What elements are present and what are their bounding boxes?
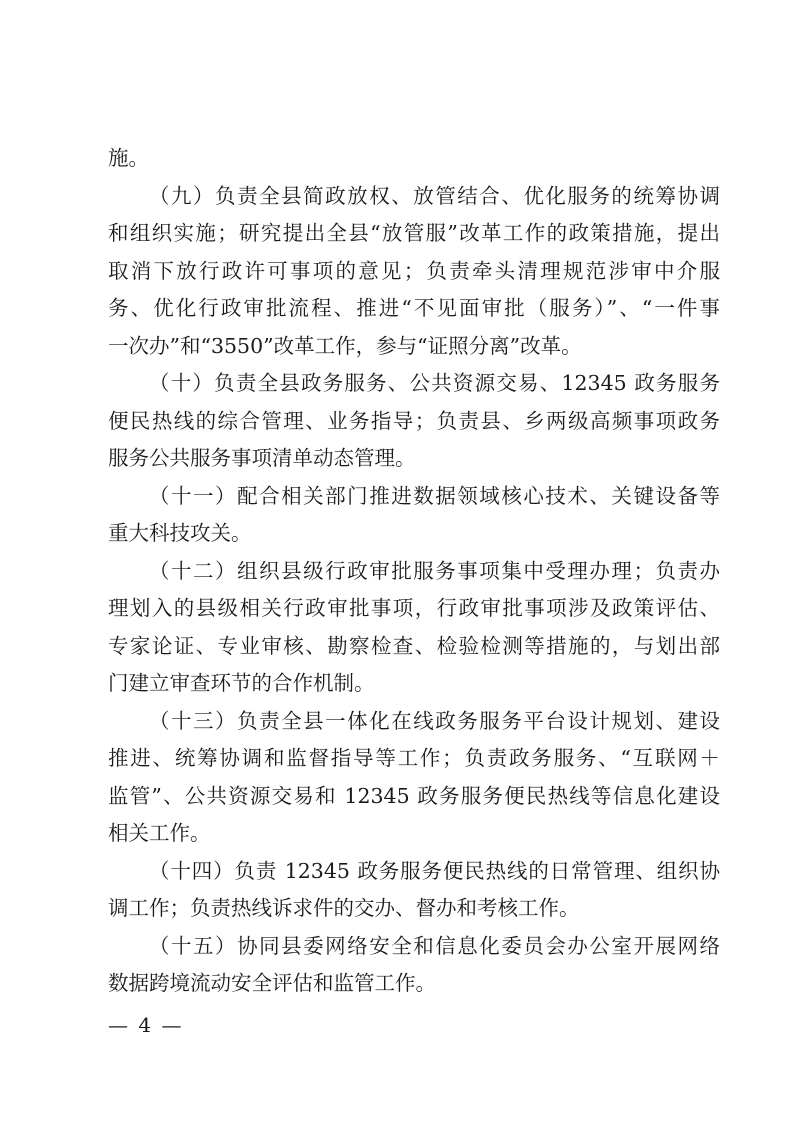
body-text xyxy=(108,140,720,1003)
text-line: 便民热线的综合管理、业务指导；负责县、乡两级高频事项政务 xyxy=(108,408,720,433)
text-line: 施。 xyxy=(108,146,149,170)
text-line: （十一）配合相关部门推进数据领域核心技术、关键设备等 xyxy=(149,483,720,508)
text-line: （十五）协同县委网络安全和信息化委员会办公室开展网络 xyxy=(149,933,720,958)
text-line: （十三）负责全县一体化在线政务服务平台设计规划、建设 xyxy=(149,708,720,733)
text-line: 监管”、公共资源交易和 12345 政务服务便民热线等信息化建设 xyxy=(108,783,720,808)
text-line: 取消下放行政许可事项的意见；负责牵头清理规范涉审中介服 xyxy=(108,258,720,283)
text-line: 一次办”和“3550”改革工作，参与“证照分离”改革。 xyxy=(108,333,582,358)
text-line: （十四）负责 12345 政务服务便民热线的日常管理、组织协 xyxy=(149,858,720,883)
text-line: 和组织实施；研究提出全县“放管服”改革工作的政策措施，提出 xyxy=(108,221,720,245)
text-line: 理划入的县级相关行政审批事项，行政审批事项涉及政策评估、 xyxy=(108,596,720,620)
text-line: 重大科技攻关。 xyxy=(108,521,252,545)
page-number: — 4 — xyxy=(108,1013,184,1037)
text-line: （十）负责全县政务服务、公共资源交易、12345 政务服务 xyxy=(149,371,720,395)
text-line: 推进、统筹协调和监督指导等工作；负责政务服务、“互联网＋ xyxy=(108,746,720,770)
text-line: 相关工作。 xyxy=(108,821,211,845)
text-line: （十二）组织县级行政审批服务事项集中受理办理；负责办 xyxy=(149,558,720,583)
text-line: 务、优化行政审批流程、推进“不见面审批（服务）”、“一件事 xyxy=(108,296,720,320)
text-line: 专家论证、专业审核、勘察检查、检验检测等措施的，与划出部 xyxy=(108,633,720,658)
text-line: 门建立审查环节的合作机制。 xyxy=(108,671,375,695)
text-line: 服务公共服务事项清单动态管理。 xyxy=(108,446,416,470)
text-line: 调工作；负责热线诉求件的交办、督办和考核工作。 xyxy=(108,896,580,920)
text-line: 数据跨境流动安全评估和监管工作。 xyxy=(108,971,436,995)
text-line: （九）负责全县简政放权、放管结合、优化服务的统筹协调 xyxy=(149,183,720,208)
